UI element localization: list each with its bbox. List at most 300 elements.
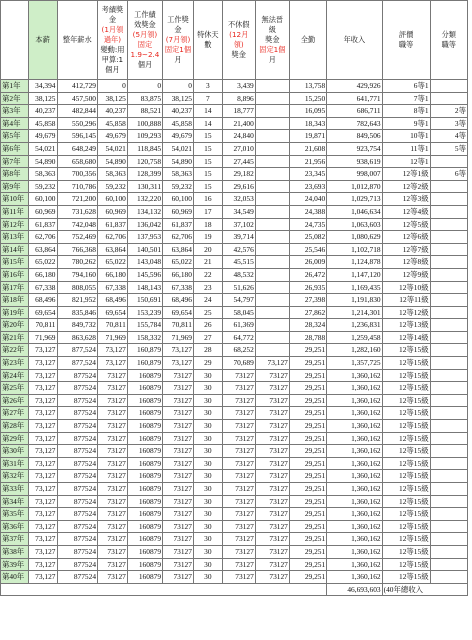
cell-exam-bonus: 73127 [98,470,128,483]
cell-annual-income: 938,619 [327,155,382,168]
cell-annual-income: 1,191,830 [327,294,382,307]
cell-performance-bonus: 100,888 [127,117,162,130]
cell-class-grade [430,193,467,206]
header-work-red2: 固定1個 [164,45,192,54]
cell-year: 第3年 [1,105,29,118]
cell-full-attendance: 29,251 [289,407,326,420]
cell-no-leave-bonus: 48,532 [222,268,255,281]
table-row [1,483,468,496]
cell-class-grade [430,319,467,332]
cell-leave-days: 27 [193,331,222,344]
cell-base-salary: 40,237 [28,105,57,118]
cell-no-leave-bonus: 73127 [222,432,255,445]
footer-total-income: 46,693,603 [327,583,382,596]
cell-performance-bonus: 160879 [127,558,162,571]
table-row [1,168,468,181]
cell-year: 第8年 [1,168,29,181]
table-row [1,231,468,244]
cell-performance-bonus: 155,784 [127,319,162,332]
table-row [1,80,468,93]
cell-annual-income: 1,063,603 [327,218,382,231]
header-annual-salary: 整年薪水 [57,1,98,80]
cell-statutory-bonus: 73127 [255,495,289,508]
header-performance-bonus [127,1,162,80]
cell-work-bonus: 69,654 [163,306,194,319]
cell-exam-bonus: 68,496 [98,294,128,307]
cell-leave-days: 30 [193,483,222,496]
cell-annual-income: 1,360,162 [327,369,382,382]
cell-no-leave-bonus: 73127 [222,407,255,420]
cell-no-leave-bonus: 73127 [222,533,255,546]
cell-exam-bonus: 67,338 [98,281,128,294]
table-row [1,457,468,470]
cell-statutory-bonus [255,155,289,168]
cell-annual-salary: 877524 [57,420,98,433]
cell-statutory-bonus: 73127 [255,470,289,483]
cell-year: 第5年 [1,130,29,143]
header-class-line2: 職等 [441,40,456,49]
table-row [1,470,468,483]
table-row [1,445,468,458]
cell-grade: 7等1 [382,92,430,105]
table-row [1,558,468,571]
cell-exam-bonus: 73127 [98,533,128,546]
cell-base-salary: 71,969 [28,331,57,344]
cell-base-salary: 73,127 [28,357,57,370]
cell-grade: 12等15級 [382,495,430,508]
cell-full-attendance: 29,251 [289,357,326,370]
cell-exam-bonus: 60,969 [98,205,128,218]
cell-annual-salary: 849,732 [57,319,98,332]
cell-performance-bonus: 153,239 [127,306,162,319]
cell-year: 第34年 [1,495,29,508]
cell-leave-days: 30 [193,445,222,458]
cell-base-salary: 73,127 [28,545,57,558]
cell-year: 第17年 [1,281,29,294]
cell-statutory-bonus [255,92,289,105]
cell-no-leave-bonus: 73127 [222,508,255,521]
cell-annual-income: 849,506 [327,130,382,143]
cell-base-salary: 65,022 [28,256,57,269]
header-perf-line1: 工作績 [134,10,156,19]
cell-annual-salary: 412,729 [57,80,98,93]
cell-statutory-bonus [255,218,289,231]
cell-leave-days: 24 [193,294,222,307]
cell-exam-bonus: 73,127 [98,344,128,357]
cell-class-grade [430,470,467,483]
cell-annual-salary: 550,296 [57,117,98,130]
cell-exam-bonus: 73127 [98,545,128,558]
cell-base-salary: 66,180 [28,268,57,281]
cell-year: 第37年 [1,533,29,546]
cell-statutory-bonus [255,80,289,93]
cell-performance-bonus: 160879 [127,457,162,470]
cell-grade: 12等15級 [382,420,430,433]
header-leave-days: 特休天數 [193,1,222,80]
cell-grade: 12等15級 [382,382,430,395]
cell-class-grade [430,243,467,256]
cell-work-bonus: 73127 [163,483,194,496]
cell-base-salary: 73,127 [28,420,57,433]
cell-work-bonus: 73127 [163,382,194,395]
cell-work-bonus: 45,858 [163,117,194,130]
cell-grade: 12等10級 [382,281,430,294]
cell-class-grade: 3等 [430,117,467,130]
cell-full-attendance: 24,388 [289,205,326,218]
cell-full-attendance: 15,250 [289,92,326,105]
cell-grade: 12等11級 [382,294,430,307]
cell-class-grade [430,205,467,218]
cell-exam-bonus: 38,125 [98,92,128,105]
cell-exam-bonus: 73127 [98,369,128,382]
cell-work-bonus: 73127 [163,571,194,584]
cell-exam-bonus: 58,363 [98,168,128,181]
cell-class-grade [430,520,467,533]
cell-annual-salary: 766,368 [57,243,98,256]
header-grade-line2: 職等 [398,40,414,49]
cell-year: 第25年 [1,382,29,395]
cell-work-bonus: 65,022 [163,256,194,269]
cell-full-attendance: 28,324 [289,319,326,332]
cell-exam-bonus: 54,890 [98,155,128,168]
table-row [1,306,468,319]
cell-leave-days: 23 [193,281,222,294]
cell-year: 第13年 [1,231,29,244]
cell-year: 第31年 [1,457,29,470]
table-row [1,357,468,370]
cell-no-leave-bonus: 27,010 [222,142,255,155]
cell-base-salary: 73,127 [28,369,57,382]
cell-annual-income: 1,147,120 [327,268,382,281]
cell-base-salary: 73,127 [28,483,57,496]
cell-no-leave-bonus: 21,400 [222,117,255,130]
table-row [1,268,468,281]
cell-performance-bonus: 120,758 [127,155,162,168]
cell-year: 第38年 [1,545,29,558]
header-perf-tail1: 個月 [137,60,153,69]
header-exam-line1: 考績獎 [101,5,124,14]
cell-annual-salary: 596,145 [57,130,98,143]
cell-no-leave-bonus: 73127 [222,495,255,508]
cell-base-salary: 73,127 [28,508,57,521]
cell-class-grade [430,483,467,496]
cell-annual-income: 782,643 [327,117,382,130]
cell-class-grade [430,218,467,231]
cell-class-grade [430,495,467,508]
cell-grade: 12等15級 [382,520,430,533]
cell-class-grade [430,344,467,357]
table-row [1,218,468,231]
cell-full-attendance: 29,251 [289,533,326,546]
cell-full-attendance: 29,251 [289,483,326,496]
cell-grade: 12等8級 [382,256,430,269]
cell-leave-days: 29 [193,357,222,370]
cell-annual-salary: 752,469 [57,231,98,244]
cell-leave-days: 30 [193,533,222,546]
cell-grade: 12等1 [382,155,430,168]
cell-leave-days: 30 [193,457,222,470]
cell-class-grade [430,533,467,546]
cell-exam-bonus: 66,180 [98,268,128,281]
cell-full-attendance: 29,251 [289,558,326,571]
cell-exam-bonus: 65,022 [98,256,128,269]
cell-base-salary: 67,338 [28,281,57,294]
table-row [1,495,468,508]
cell-full-attendance: 29,251 [289,508,326,521]
cell-performance-bonus: 160,879 [127,357,162,370]
cell-leave-days: 17 [193,205,222,218]
header-exam-bonus [98,1,128,80]
cell-exam-bonus: 73127 [98,457,128,470]
cell-class-grade [430,571,467,584]
header-perf-red2: 固定 [137,40,153,49]
cell-performance-bonus: 88,521 [127,105,162,118]
cell-base-salary: 73,127 [28,533,57,546]
table-row [1,508,468,521]
cell-statutory-bonus [255,281,289,294]
cell-annual-income: 1,282,160 [327,344,382,357]
cell-grade: 12等15級 [382,445,430,458]
cell-work-bonus: 61,837 [163,218,194,231]
cell-class-grade [430,445,467,458]
cell-year: 第26年 [1,394,29,407]
cell-base-salary: 62,706 [28,231,57,244]
header-work-line2: 金 [174,25,182,34]
cell-year: 第4年 [1,117,29,130]
cell-annual-income: 1,360,162 [327,483,382,496]
cell-year: 第6年 [1,142,29,155]
table-row [1,533,468,546]
cell-grade: 10等1 [382,130,430,143]
table-row [1,155,468,168]
cell-base-salary: 68,496 [28,294,57,307]
cell-annual-salary: 877524 [57,457,98,470]
cell-no-leave-bonus: 73127 [222,369,255,382]
cell-full-attendance: 24,040 [289,193,326,206]
cell-full-attendance: 29,251 [289,520,326,533]
cell-base-salary: 63,864 [28,243,57,256]
cell-statutory-bonus [255,130,289,143]
cell-class-grade [430,306,467,319]
cell-statutory-bonus: 73,127 [255,357,289,370]
cell-full-attendance: 29,251 [289,445,326,458]
cell-annual-salary: 808,055 [57,281,98,294]
cell-annual-salary: 877,524 [57,344,98,357]
cell-year: 第2年 [1,92,29,105]
cell-work-bonus: 73127 [163,470,194,483]
cell-year: 第23年 [1,357,29,370]
cell-year: 第1年 [1,80,29,93]
cell-annual-salary: 821,952 [57,294,98,307]
cell-full-attendance: 27,398 [289,294,326,307]
cell-grade: 12等13級 [382,319,430,332]
cell-grade: 12等15級 [382,457,430,470]
cell-grade: 6等1 [382,80,430,93]
cell-performance-bonus: 137,953 [127,231,162,244]
cell-performance-bonus: 140,501 [127,243,162,256]
cell-statutory-bonus: 73127 [255,407,289,420]
cell-exam-bonus: 59,232 [98,180,128,193]
cell-performance-bonus: 158,332 [127,331,162,344]
cell-exam-bonus: 71,969 [98,331,128,344]
cell-exam-bonus: 69,654 [98,306,128,319]
header-exam-tail2: 甲算:1 [101,55,124,64]
cell-no-leave-bonus: 61,369 [222,319,255,332]
cell-grade: 12等15級 [382,394,430,407]
cell-no-leave-bonus: 37,102 [222,218,255,231]
cell-year: 第36年 [1,520,29,533]
cell-annual-income: 1,012,870 [327,180,382,193]
cell-leave-days: 15 [193,155,222,168]
cell-base-salary: 45,858 [28,117,57,130]
table-body [1,80,468,584]
cell-exam-bonus: 73127 [98,407,128,420]
cell-leave-days: 30 [193,407,222,420]
cell-annual-income: 1,124,878 [327,256,382,269]
cell-grade: 12等7級 [382,243,430,256]
cell-full-attendance: 13,758 [289,80,326,93]
cell-base-salary: 58,363 [28,168,57,181]
cell-annual-income: 1,360,162 [327,445,382,458]
cell-leave-days: 28 [193,344,222,357]
cell-class-grade [430,432,467,445]
cell-statutory-bonus: 73127 [255,420,289,433]
cell-work-bonus: 60,969 [163,205,194,218]
cell-base-salary: 38,125 [28,92,57,105]
header-annual-income: 年收入 [327,1,382,80]
header-statutory-bonus [255,1,289,80]
cell-full-attendance: 29,251 [289,420,326,433]
cell-annual-salary: 658,680 [57,155,98,168]
cell-annual-income: 1,360,162 [327,470,382,483]
header-noleave-tail1: 獎金 [231,50,246,59]
cell-annual-income: 1,046,634 [327,205,382,218]
cell-class-grade [430,231,467,244]
cell-grade: 12等15級 [382,369,430,382]
cell-exam-bonus: 73127 [98,445,128,458]
cell-year: 第28年 [1,420,29,433]
cell-class-grade [430,394,467,407]
cell-no-leave-bonus: 73127 [222,545,255,558]
cell-performance-bonus: 160879 [127,483,162,496]
cell-performance-bonus: 148,143 [127,281,162,294]
cell-year: 第16年 [1,268,29,281]
cell-annual-income: 686,711 [327,105,382,118]
table-row [1,256,468,269]
table-row [1,344,468,357]
header-full-attendance: 全勤 [289,1,326,80]
cell-annual-salary: 482,844 [57,105,98,118]
table-row [1,432,468,445]
cell-class-grade [430,457,467,470]
cell-year: 第33年 [1,483,29,496]
cell-class-grade [430,155,467,168]
header-work-tail1: 月 [174,55,182,64]
table-row [1,369,468,382]
cell-year: 第11年 [1,205,29,218]
cell-exam-bonus: 73,127 [98,357,128,370]
cell-leave-days: 21 [193,256,222,269]
cell-exam-bonus: 62,706 [98,231,128,244]
cell-statutory-bonus: 73127 [255,508,289,521]
cell-exam-bonus: 73127 [98,394,128,407]
cell-performance-bonus: 160,879 [127,344,162,357]
cell-leave-days: 14 [193,105,222,118]
cell-work-bonus: 73127 [163,394,194,407]
header-exam-line2: 金 [108,15,117,24]
cell-statutory-bonus: 73127 [255,545,289,558]
cell-annual-salary: 877524 [57,545,98,558]
header-base-salary: 本薪 [28,1,57,80]
cell-leave-days: 15 [193,168,222,181]
cell-performance-bonus: 128,399 [127,168,162,181]
cell-performance-bonus: 109,293 [127,130,162,143]
cell-annual-income: 998,007 [327,168,382,181]
cell-performance-bonus: 160879 [127,571,162,584]
cell-base-salary: 73,127 [28,457,57,470]
cell-work-bonus: 54,890 [163,155,194,168]
cell-class-grade [430,407,467,420]
footer-total-label: (40年總收入 [382,583,467,596]
cell-year: 第7年 [1,155,29,168]
cell-leave-days: 26 [193,319,222,332]
cell-annual-salary: 877524 [57,382,98,395]
cell-leave-days: 25 [193,306,222,319]
cell-exam-bonus: 73127 [98,432,128,445]
cell-year: 第18年 [1,294,29,307]
header-no-leave-bonus [222,1,255,80]
cell-leave-days: 30 [193,394,222,407]
cell-annual-income: 1,029,713 [327,193,382,206]
cell-class-grade [430,508,467,521]
header-stat-red1: 固定1個 [259,45,286,54]
cell-work-bonus: 62,706 [163,231,194,244]
cell-exam-bonus: 73127 [98,558,128,571]
cell-annual-income: 1,360,162 [327,533,382,546]
cell-year: 第29年 [1,432,29,445]
table-row [1,193,468,206]
cell-annual-salary: 877524 [57,571,98,584]
cell-exam-bonus: 73127 [98,508,128,521]
cell-base-salary: 60,100 [28,193,57,206]
cell-grade: 12等2級 [382,180,430,193]
cell-performance-bonus: 83,875 [127,92,162,105]
cell-exam-bonus: 63,864 [98,243,128,256]
cell-class-grade [430,382,467,395]
cell-work-bonus: 73127 [163,558,194,571]
cell-annual-salary: 863,628 [57,331,98,344]
cell-full-attendance: 26,009 [289,256,326,269]
table-row [1,205,468,218]
cell-class-grade [430,80,467,93]
cell-statutory-bonus [255,205,289,218]
cell-leave-days: 30 [193,432,222,445]
cell-no-leave-bonus: 73127 [222,558,255,571]
cell-leave-days: 30 [193,369,222,382]
cell-annual-salary: 877524 [57,483,98,496]
cell-leave-days: 30 [193,382,222,395]
cell-full-attendance: 19,871 [289,130,326,143]
cell-grade: 8等1 [382,105,430,118]
cell-statutory-bonus: 73127 [255,382,289,395]
cell-statutory-bonus: 73127 [255,457,289,470]
cell-grade: 12等12級 [382,306,430,319]
cell-performance-bonus: 160879 [127,369,162,382]
cell-performance-bonus: 0 [127,80,162,93]
cell-statutory-bonus [255,142,289,155]
cell-no-leave-bonus: 24,840 [222,130,255,143]
cell-class-grade [430,369,467,382]
